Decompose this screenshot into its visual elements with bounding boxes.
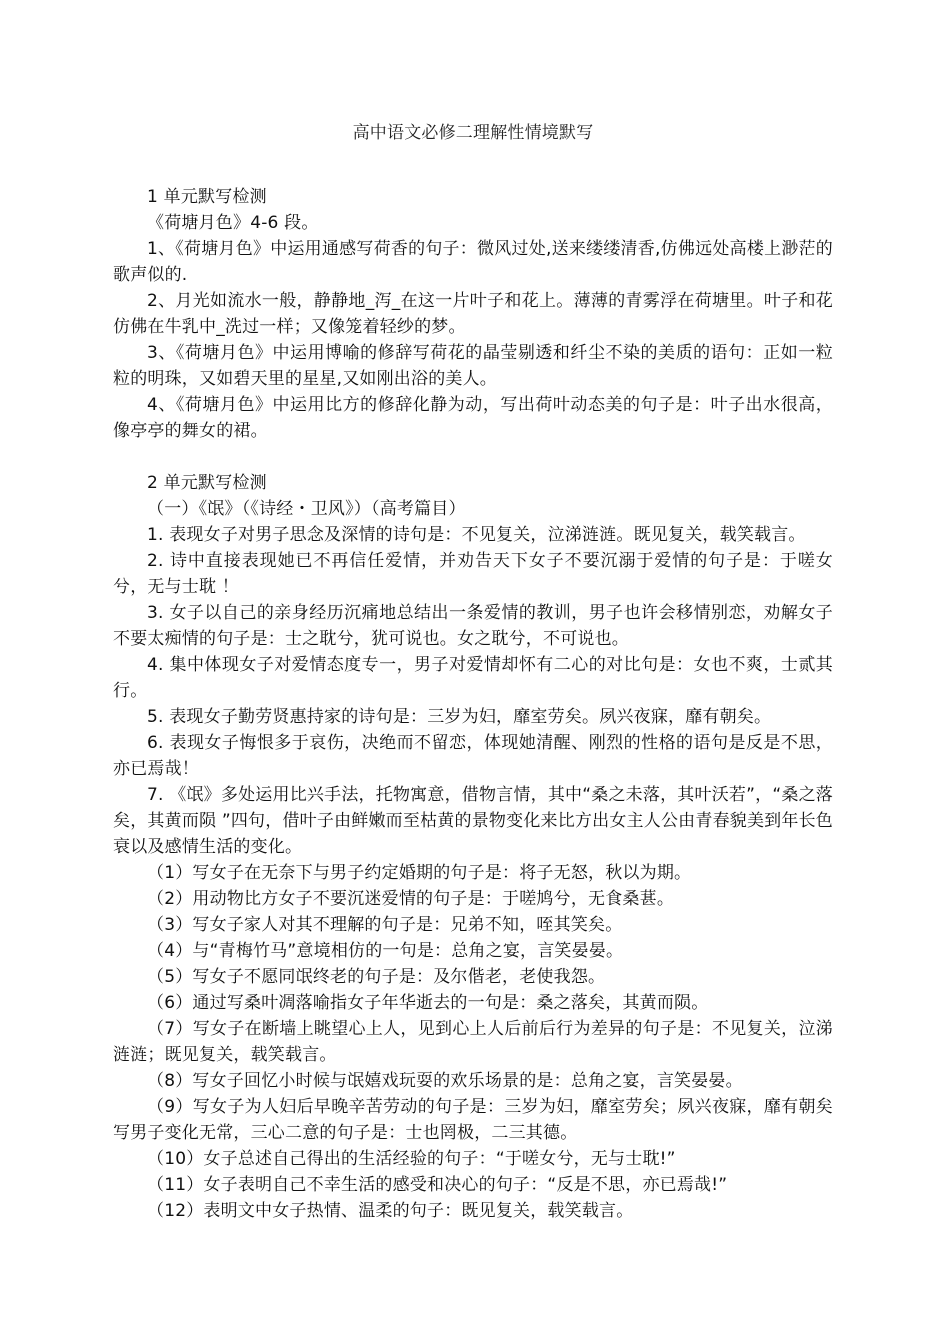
document-title: 高中语文必修二理解性情境默写 xyxy=(352,123,594,143)
sub-question-item: （3）写女子家人对其不理解的句子是：兄弟不知，咥其笑矣。 xyxy=(147,915,623,935)
sub-question-item: （12）表明文中女子热情、温柔的句子：既见复关，载笑载言。 xyxy=(147,1201,634,1221)
section-heading: 1 单元默写检测 xyxy=(147,187,267,207)
sub-question-item: （2）用动物比方女子不要沉迷爱情的句子是：于嗟鸠兮，无食桑葚。 xyxy=(147,889,675,909)
sub-question-item: （1）写女子在无奈下与男子约定婚期的句子是：将子无怒，秋以为期。 xyxy=(147,863,692,883)
question-item: 1. 表现女子对男子思念及深情的诗句是：不见复关，泣涕涟涟。既见复关，载笑载言。 xyxy=(147,525,806,545)
question-item: 4、《荷塘月色》中运用比方的修辞化静为动，写出荷叶动态美的句子是：叶子出水很高，像亭亭的舞女的裙。 xyxy=(113,395,833,441)
sub-question-item: （7）写女子在断墙上眺望心上人，见到心上人后前后行为差异的句子是：不见复关，泣涕涟涟；既见复关，载笑载言。 xyxy=(113,1019,833,1065)
sub-question-item: （11）女子表明自己不幸生活的感受和决心的句子：“反是不思，亦已焉哉!” xyxy=(147,1175,728,1195)
question-item: 4. 集中体现女子对爱情态度专一，男子对爱情却怀有二心的对比句是：女也不爽，士贰其行。 xyxy=(113,655,833,701)
sub-question-item: （5）写女子不愿同氓终老的句子是：及尔偕老，老使我怨。 xyxy=(147,967,606,987)
document-body xyxy=(113,120,833,1224)
question-item: 6. 表现女子悔恨多于哀伤，决绝而不留恋，体现她清醒、刚烈的性格的语句是反是不思，亦已焉哉！ xyxy=(113,733,833,779)
question-item: 7. 《氓》多处运用比兴手法，托物寓意，借物言情，其中“桑之未落，其叶沃若”，“桑之落矣，其黄而陨 ”四句，借叶子由鲜嫩而至枯黄的景物变化来比方出女主人公由青春貌美到年长色衰以及感情生活的变化。 xyxy=(113,785,833,857)
question-item: 5. 表现女子勤劳贤惠持家的诗句是：三岁为妇，靡室劳矣。夙兴夜寐，靡有朝矣。 xyxy=(147,707,772,727)
question-item: 2. 诗中直接表现她已不再信任爱情，并劝告天下女子不要沉溺于爱情的句子是：于嗟女兮，无与士耽 ！ xyxy=(113,551,833,597)
section-subheading: （一）《氓》（《诗经・卫风》）（高考篇目） xyxy=(147,499,466,519)
sub-question-item: （8）写女子回忆小时候与氓嬉戏玩耍的欢乐场景的是：总角之宴，言笑晏晏。 xyxy=(147,1071,743,1091)
sub-question-item: （4）与“青梅竹马”意境相仿的一句是：总角之宴，言笑晏晏。 xyxy=(147,941,624,961)
section-heading: 2 单元默写检测 xyxy=(147,473,267,493)
question-item: 3、《荷塘月色》中运用博喻的修辞写荷花的晶莹剔透和纤尘不染的美质的语句：正如一粒粒的明珠，又如碧天里的星星,又如刚出浴的美人。 xyxy=(113,343,833,389)
sub-question-item: （6）通过写桑叶凋落喻指女子年华逝去的一句是：桑之落矣，其黄而陨。 xyxy=(147,993,709,1013)
sub-question-item: （10）女子总述自己得出的生活经验的句子：“于嗟女兮，无与士耽!” xyxy=(147,1149,676,1169)
question-item: 2、月光如流水一般，静静地_泻_在这一片叶子和花上。薄薄的青雾浮在荷塘里。叶子和花仿佛在牛乳中_洗过一样；又像笼着轻纱的梦。 xyxy=(113,291,833,337)
section-spacer xyxy=(113,444,833,470)
section-subheading: 《荷塘月色》4-6 段。 xyxy=(147,213,319,233)
sub-question-item: （9）写女子为人妇后早晚辛苦劳动的句子是：三岁为妇，靡室劳矣；夙兴夜寐，靡有朝矣 写男子变化无常，三心二意的句子是：士也罔极，二三其德。 xyxy=(113,1097,833,1143)
question-item: 3. 女子以自己的亲身经历沉痛地总结出一条爱情的教训，男子也许会移情别恋，劝解女子不要太痴情的句子是：士之耽兮，犹可说也。女之耽兮，不可说也。 xyxy=(113,603,833,649)
question-item: 1、《荷塘月色》中运用通感写荷香的句子：微风过处,送来缕缕清香,仿佛远处高楼上渺茫的歌声似的. xyxy=(113,239,833,285)
